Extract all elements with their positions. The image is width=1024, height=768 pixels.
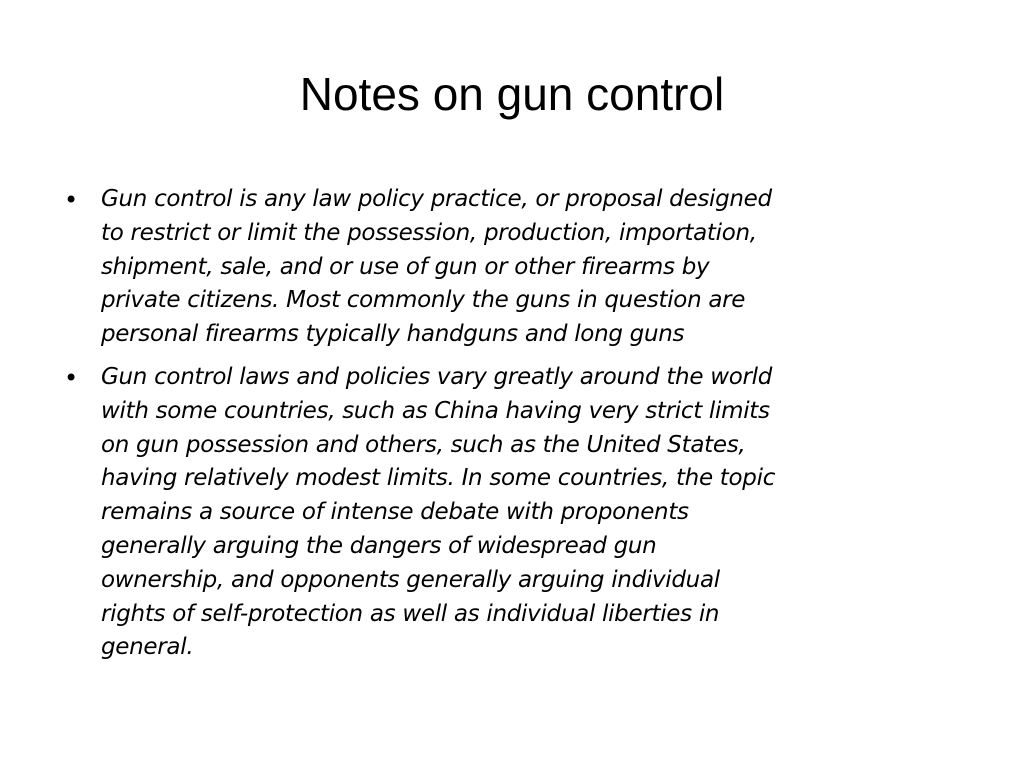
text-line: shipment, sale, and or use of gun or other firearms by <box>101 253 710 280</box>
bullet-item-definition <box>64 183 984 352</box>
text-line: rights of self-protection as well as individual liberties in <box>101 600 720 627</box>
text-line: Gun control is any law policy practice, or proposal designed <box>101 186 772 212</box>
text-line: with some countries, such as China having very strict limits <box>101 397 770 424</box>
bullet-icon: • <box>64 363 79 392</box>
text-line: general. <box>101 634 194 661</box>
slide-title: Notes on gun control <box>299 68 725 120</box>
bullet-text <box>101 361 984 665</box>
bullet-text <box>101 183 984 352</box>
text-line: to restrict or limit the possession, production, importation, <box>101 219 757 246</box>
text-line: on gun possession and others, such as the United States, <box>101 431 746 458</box>
text-line: remains a source of intense debate with proponents <box>101 499 689 526</box>
text-line: having relatively modest limits. In some countries, the topic <box>101 465 776 492</box>
text-line: private citizens. Most commonly the guns in question are <box>101 287 746 314</box>
text-line: generally arguing the dangers of widespread gun <box>101 532 657 559</box>
text-line: Gun control laws and policies vary greatly around the world <box>101 363 773 390</box>
bullet-item-laws-vary <box>64 361 984 665</box>
bullet-icon: • <box>64 186 79 214</box>
text-line: ownership, and opponents generally arguing individual <box>101 566 720 593</box>
bullet-list <box>64 183 984 674</box>
text-line: personal firearms typically handguns and long guns <box>101 321 685 348</box>
